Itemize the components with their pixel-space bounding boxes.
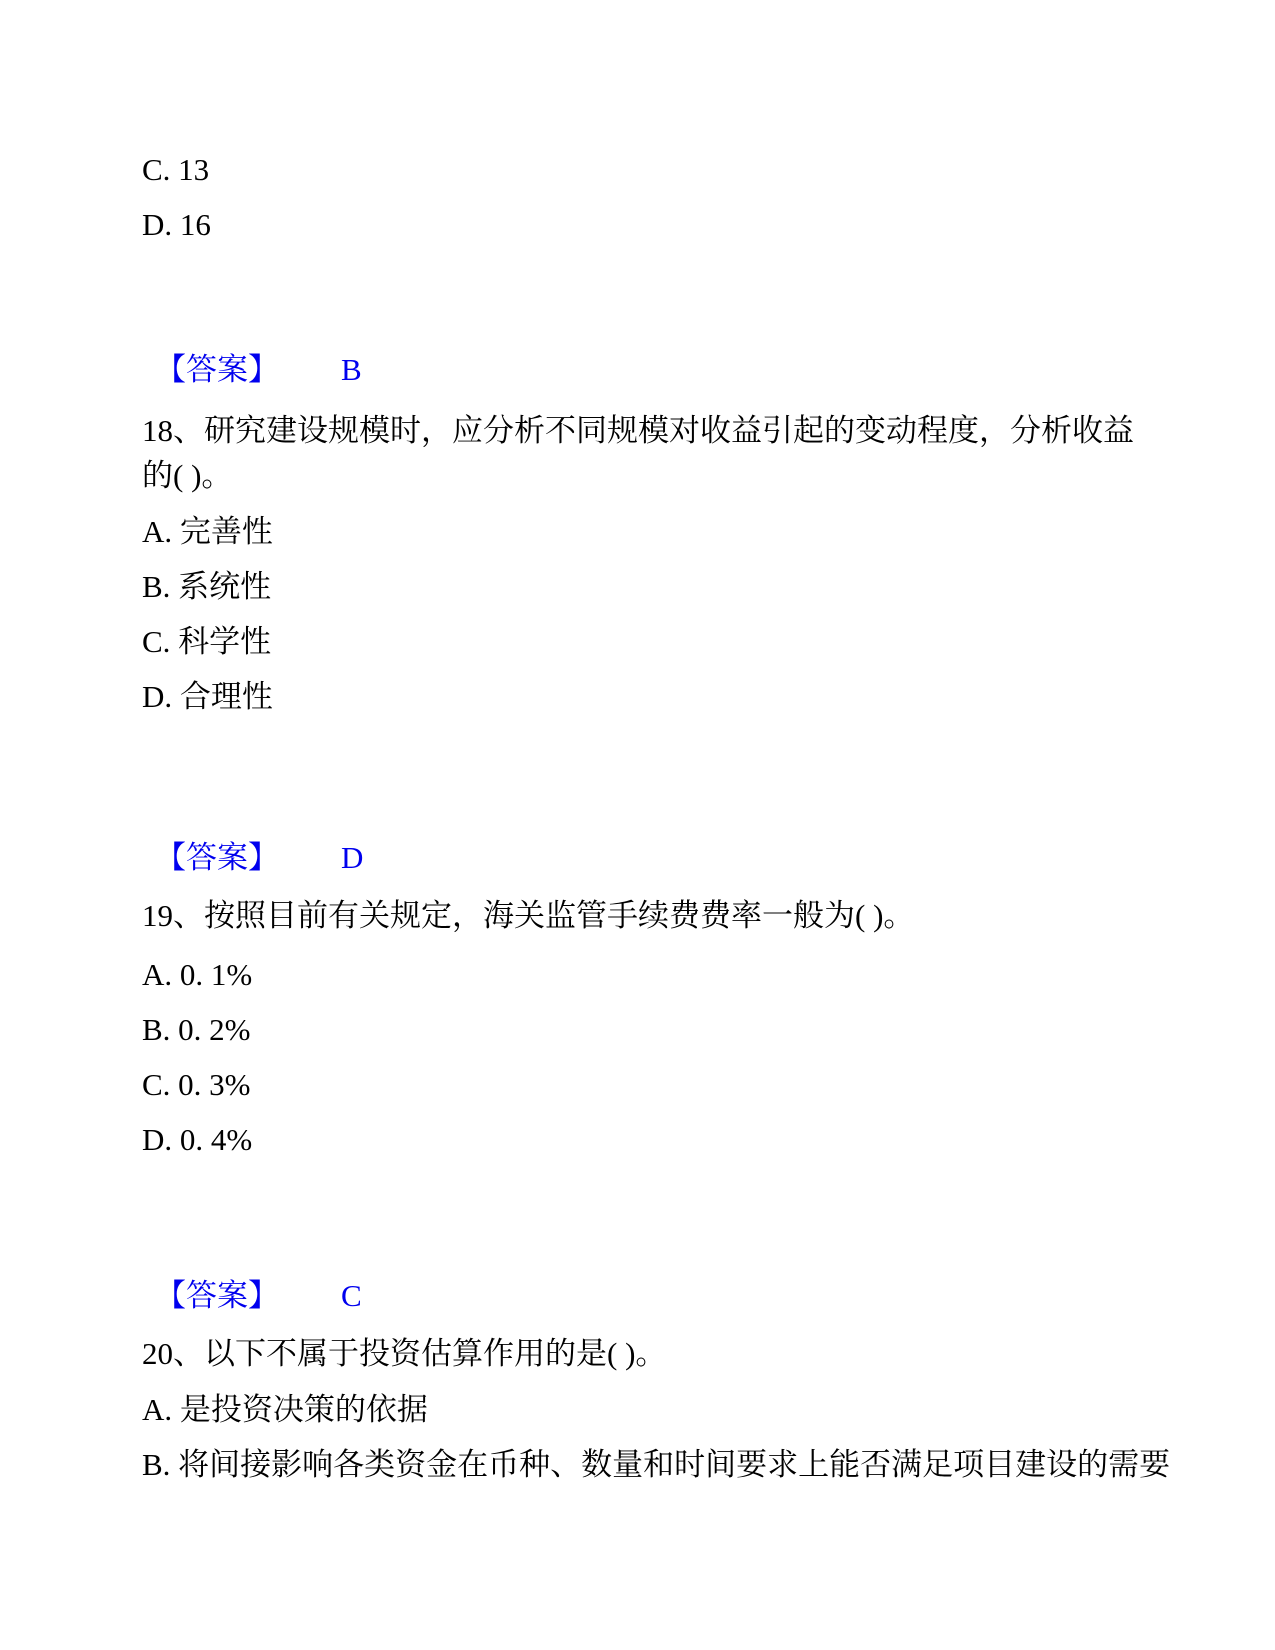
question-19-option-d: D. 0. 4% bbox=[142, 1122, 253, 1157]
question-19-option-b: B. 0. 2% bbox=[142, 1012, 251, 1047]
question-20-option-b: B. 将间接影响各类资金在币种、数量和时间要求上能否满足项目建设的需要 bbox=[142, 1447, 1171, 1482]
question-18-option-a: A. 完善性 bbox=[142, 514, 273, 549]
question-18-option-d: D. 合理性 bbox=[142, 679, 273, 714]
leading-answer-line bbox=[155, 350, 362, 390]
question-19-answer-label: 【答案】 bbox=[155, 1278, 279, 1313]
question-18-option-c: C. 科学性 bbox=[142, 624, 272, 659]
leading-answer-value: B bbox=[341, 352, 362, 387]
question-20-option-a: A. 是投资决策的依据 bbox=[142, 1392, 428, 1427]
question-18-text: 18、研究建设规模时，应分析不同规模对收益引起的变动程度，分析收益的( )。 bbox=[142, 413, 1134, 493]
question-19-answer-line bbox=[155, 1276, 362, 1316]
question-18-answer-line bbox=[155, 838, 363, 878]
leading-option-d: D. 16 bbox=[142, 207, 211, 242]
question-18-answer-value: D bbox=[341, 840, 364, 875]
question-20-text: 20、以下不属于投资估算作用的是( )。 bbox=[142, 1336, 667, 1371]
question-19-option-a: A. 0. 1% bbox=[142, 957, 253, 992]
leading-answer-label: 【答案】 bbox=[155, 352, 279, 387]
leading-option-c: C. 13 bbox=[142, 152, 210, 187]
question-18-option-b: B. 系统性 bbox=[142, 569, 272, 604]
question-19-text: 19、按照目前有关规定，海关监管手续费费率一般为( )。 bbox=[142, 898, 915, 933]
question-19-answer-value: C bbox=[341, 1278, 362, 1313]
question-19-option-c: C. 0. 3% bbox=[142, 1067, 251, 1102]
question-18-answer-label: 【答案】 bbox=[155, 840, 279, 875]
